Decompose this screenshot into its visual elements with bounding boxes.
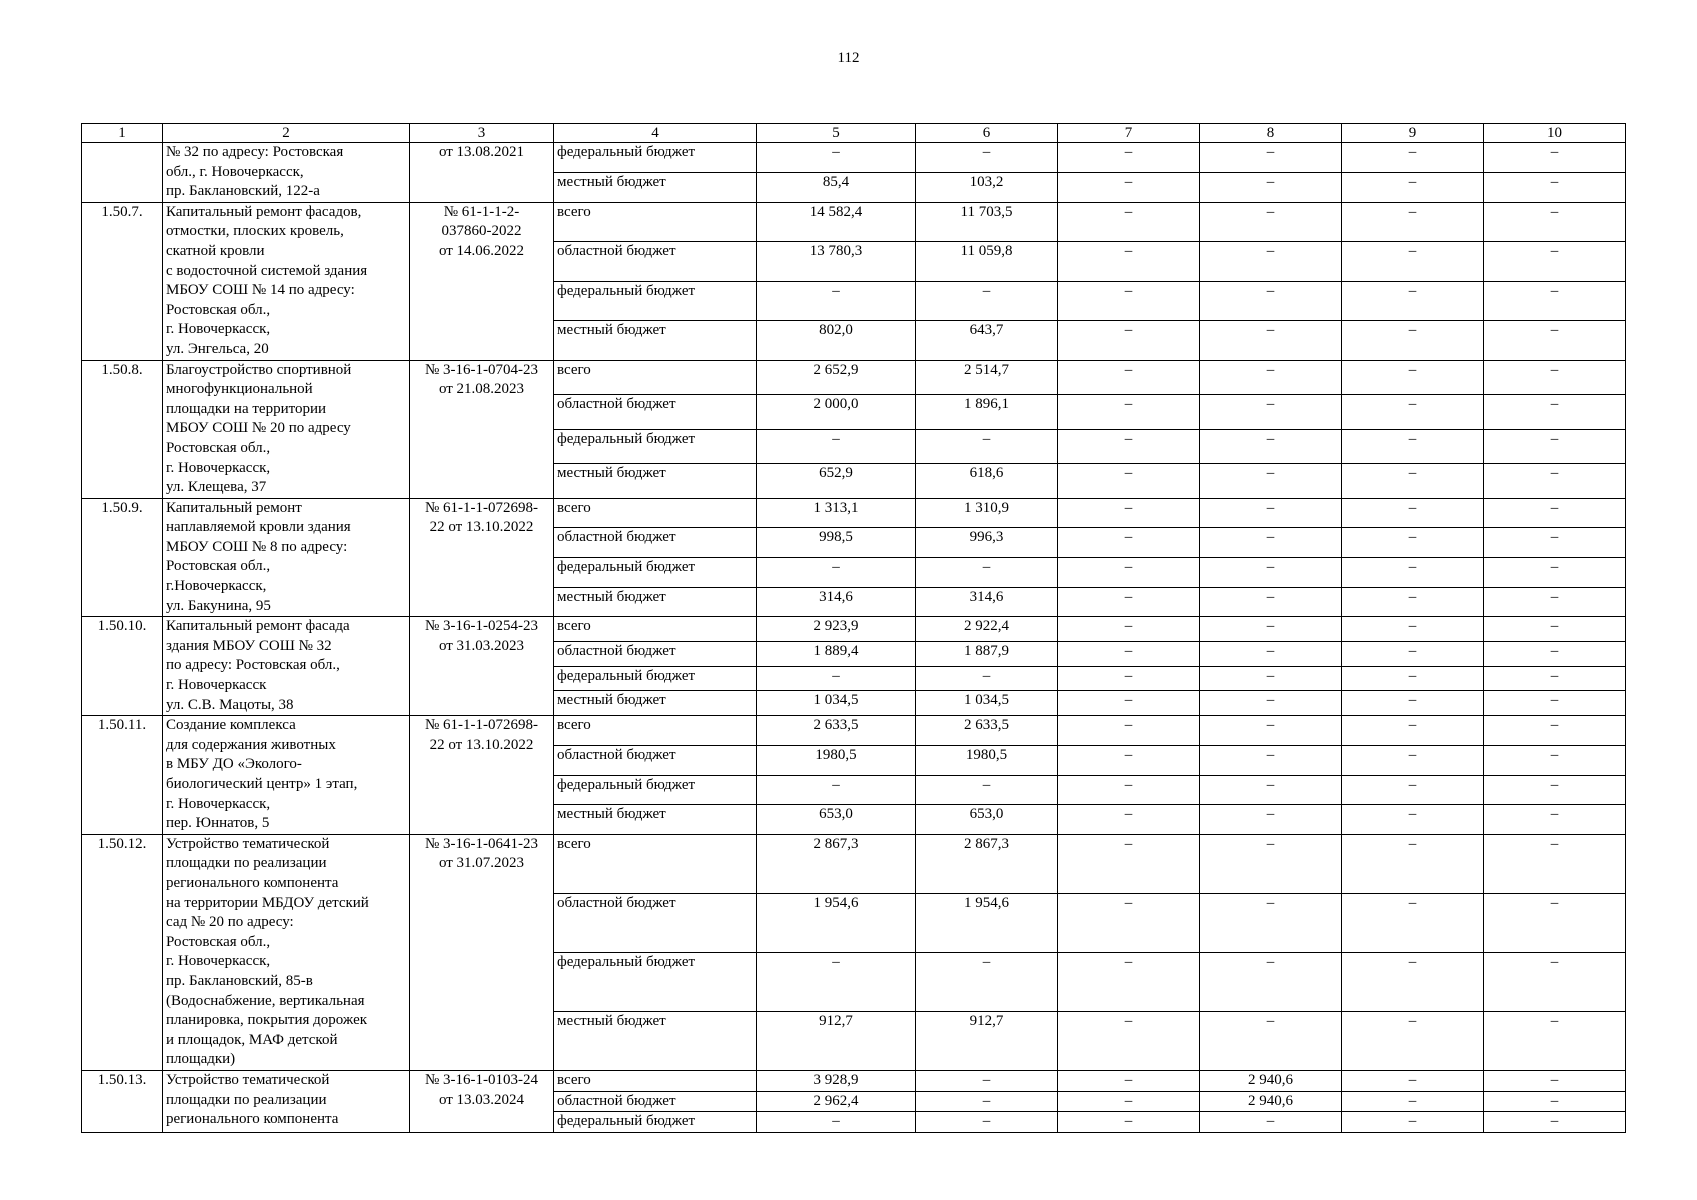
amount-cell: – <box>1484 952 1626 1011</box>
amount-cell: – <box>1058 281 1200 320</box>
column-header: 8 <box>1200 124 1342 143</box>
amount-cell: – <box>1200 321 1342 360</box>
amount-cell: 1980,5 <box>757 745 916 775</box>
amount-cell: – <box>1058 528 1200 558</box>
column-header: 1 <box>82 124 163 143</box>
amount-cell: – <box>1484 464 1626 499</box>
document-reference: № 3-16-1-0254-23 от 31.03.2023 <box>410 617 554 716</box>
amount-cell: – <box>1200 143 1342 173</box>
amount-cell: – <box>1200 1112 1342 1133</box>
amount-cell: – <box>1342 952 1484 1011</box>
amount-cell: – <box>1200 691 1342 716</box>
amount-cell: – <box>1484 716 1626 746</box>
funding-source: всего <box>554 360 757 395</box>
amount-cell: – <box>1058 202 1200 241</box>
amount-cell: 13 780,3 <box>757 242 916 281</box>
amount-cell: – <box>1484 143 1626 173</box>
column-header: 10 <box>1484 124 1626 143</box>
document-reference: от 13.08.2021 <box>410 143 554 203</box>
amount-cell: – <box>1200 429 1342 464</box>
amount-cell: – <box>1200 528 1342 558</box>
funding-source: областной бюджет <box>554 641 757 666</box>
amount-cell: – <box>1342 775 1484 805</box>
table-row <box>82 202 1626 241</box>
amount-cell: – <box>1342 834 1484 893</box>
table-body <box>82 143 1626 1133</box>
amount-cell: – <box>1484 360 1626 395</box>
amount-cell: – <box>1058 775 1200 805</box>
amount-cell: – <box>1058 952 1200 1011</box>
amount-cell: – <box>1342 617 1484 642</box>
amount-cell: 2 514,7 <box>916 360 1058 395</box>
page-number: 112 <box>837 50 860 66</box>
amount-cell: – <box>916 429 1058 464</box>
amount-cell: 912,7 <box>757 1011 916 1070</box>
amount-cell: – <box>1200 641 1342 666</box>
amount-cell: – <box>1058 617 1200 642</box>
amount-cell: 643,7 <box>916 321 1058 360</box>
amount-cell: 314,6 <box>757 587 916 617</box>
amount-cell: – <box>1484 805 1626 835</box>
column-header: 5 <box>757 124 916 143</box>
document-reference: № 3-16-1-0641-23 от 31.07.2023 <box>410 834 554 1070</box>
amount-cell: – <box>916 1112 1058 1133</box>
amount-cell: – <box>1058 691 1200 716</box>
column-header: 4 <box>554 124 757 143</box>
amount-cell: 802,0 <box>757 321 916 360</box>
item-number: 1.50.11. <box>82 716 163 835</box>
amount-cell: – <box>1200 834 1342 893</box>
amount-cell: – <box>1200 893 1342 952</box>
column-header: 2 <box>163 124 410 143</box>
amount-cell: – <box>1058 242 1200 281</box>
amount-cell: – <box>1484 557 1626 587</box>
amount-cell: – <box>1200 666 1342 691</box>
amount-cell: – <box>1342 587 1484 617</box>
funding-source: федеральный бюджет <box>554 429 757 464</box>
amount-cell: – <box>1484 202 1626 241</box>
amount-cell: – <box>1058 172 1200 202</box>
amount-cell: – <box>1342 557 1484 587</box>
amount-cell: 618,6 <box>916 464 1058 499</box>
amount-cell: – <box>1058 321 1200 360</box>
amount-cell: – <box>1200 395 1342 430</box>
amount-cell: – <box>1200 745 1342 775</box>
amount-cell: – <box>1342 321 1484 360</box>
amount-cell: – <box>916 775 1058 805</box>
funding-source: местный бюджет <box>554 587 757 617</box>
amount-cell: 2 940,6 <box>1200 1091 1342 1112</box>
amount-cell: – <box>1200 587 1342 617</box>
funding-source: местный бюджет <box>554 321 757 360</box>
item-name: Устройство тематической площадки по реализации регионального компонента на территории МБДОУ детский сад № 20 по адресу: Ростовская обл., г. Новочеркасск, пр. Баклановский, 85-в (Водоснабжение, вертикальная планировка, покрытия дорожек и площадок, МАФ детской площадки) <box>163 834 410 1070</box>
document-reference: № 61-1-1-072698- 22 от 13.10.2022 <box>410 716 554 835</box>
amount-cell: – <box>1484 641 1626 666</box>
amount-cell: 2 633,5 <box>757 716 916 746</box>
amount-cell: – <box>1200 281 1342 320</box>
header-row <box>82 124 1626 143</box>
amount-cell: – <box>1200 557 1342 587</box>
amount-cell: – <box>1342 143 1484 173</box>
amount-cell: – <box>1200 617 1342 642</box>
amount-cell: – <box>916 1091 1058 1112</box>
amount-cell: – <box>1484 691 1626 716</box>
amount-cell: – <box>1058 587 1200 617</box>
amount-cell: – <box>1484 242 1626 281</box>
funding-source: всего <box>554 202 757 241</box>
amount-cell: 2 962,4 <box>757 1091 916 1112</box>
amount-cell: 1 889,4 <box>757 641 916 666</box>
funding-source: всего <box>554 834 757 893</box>
amount-cell: 1 313,1 <box>757 498 916 528</box>
funding-source: всего <box>554 716 757 746</box>
amount-cell: 1 034,5 <box>757 691 916 716</box>
amount-cell: – <box>1200 242 1342 281</box>
item-name: Устройство тематической площадки по реализации регионального компонента <box>163 1070 410 1132</box>
amount-cell: – <box>1058 1091 1200 1112</box>
amount-cell: 3 928,9 <box>757 1070 916 1091</box>
amount-cell: – <box>1484 395 1626 430</box>
amount-cell: 2 922,4 <box>916 617 1058 642</box>
amount-cell: – <box>1058 805 1200 835</box>
item-number: 1.50.12. <box>82 834 163 1070</box>
document-reference: № 3-16-1-0103-24 от 13.03.2024 <box>410 1070 554 1132</box>
item-name: № 32 по адресу: Ростовская обл., г. Новочеркасск, пр. Баклановский, 122-а <box>163 143 410 203</box>
funding-source: местный бюджет <box>554 464 757 499</box>
amount-cell: – <box>1058 1112 1200 1133</box>
amount-cell: – <box>757 775 916 805</box>
amount-cell: – <box>916 143 1058 173</box>
amount-cell: – <box>1484 775 1626 805</box>
item-name: Благоустройство спортивной многофункциональной площадки на территории МБОУ СОШ № 20 по адресу Ростовская обл., г. Новочеркасск, ул. Клещева, 37 <box>163 360 410 498</box>
amount-cell: – <box>1484 528 1626 558</box>
funding-source: федеральный бюджет <box>554 143 757 173</box>
amount-cell: – <box>1200 952 1342 1011</box>
amount-cell: – <box>757 1112 916 1133</box>
amount-cell: 14 582,4 <box>757 202 916 241</box>
amount-cell: 1 954,6 <box>916 893 1058 952</box>
column-header: 3 <box>410 124 554 143</box>
amount-cell: – <box>1342 666 1484 691</box>
amount-cell: – <box>1342 360 1484 395</box>
table-row <box>82 1070 1626 1091</box>
funding-source: всего <box>554 498 757 528</box>
table-row <box>82 143 1626 173</box>
document-reference: № 3-16-1-0704-23 от 21.08.2023 <box>410 360 554 498</box>
amount-cell: – <box>1342 1091 1484 1112</box>
amount-cell: – <box>1058 716 1200 746</box>
funding-source: федеральный бюджет <box>554 952 757 1011</box>
amount-cell: – <box>1342 716 1484 746</box>
amount-cell: 1 310,9 <box>916 498 1058 528</box>
item-number: 1.50.10. <box>82 617 163 716</box>
amount-cell: – <box>1200 775 1342 805</box>
amount-cell: – <box>1058 1011 1200 1070</box>
amount-cell: – <box>1342 498 1484 528</box>
amount-cell: – <box>1342 893 1484 952</box>
item-number: 1.50.8. <box>82 360 163 498</box>
amount-cell: 996,3 <box>916 528 1058 558</box>
amount-cell: – <box>1342 1112 1484 1133</box>
item-number: 1.50.13. <box>82 1070 163 1132</box>
amount-cell: – <box>1484 745 1626 775</box>
amount-cell: – <box>1200 716 1342 746</box>
amount-cell: – <box>1058 395 1200 430</box>
amount-cell: – <box>1342 242 1484 281</box>
table-row <box>82 834 1626 893</box>
funding-source: местный бюджет <box>554 172 757 202</box>
amount-cell: – <box>1484 321 1626 360</box>
amount-cell: 314,6 <box>916 587 1058 617</box>
amount-cell: – <box>1484 172 1626 202</box>
amount-cell: – <box>1484 498 1626 528</box>
amount-cell: 1 896,1 <box>916 395 1058 430</box>
amount-cell: – <box>1200 202 1342 241</box>
amount-cell: 11 059,8 <box>916 242 1058 281</box>
item-name: Капитальный ремонт фасадов, отмостки, плоских кровель, скатной кровли с водосточной системой здания МБОУ СОШ № 14 по адресу: Ростовская обл., г. Новочеркасск, ул. Энгельса, 20 <box>163 202 410 360</box>
item-number <box>82 143 163 203</box>
item-name: Капитальный ремонт наплавляемой кровли здания МБОУ СОШ № 8 по адресу: Ростовская обл., г.Новочеркасск, ул. Бакунина, 95 <box>163 498 410 617</box>
funding-source: областной бюджет <box>554 528 757 558</box>
funding-source: местный бюджет <box>554 1011 757 1070</box>
amount-cell: – <box>1342 805 1484 835</box>
amount-cell: – <box>1200 172 1342 202</box>
amount-cell: – <box>1058 745 1200 775</box>
amount-cell: – <box>1342 641 1484 666</box>
column-header: 7 <box>1058 124 1200 143</box>
amount-cell: – <box>757 281 916 320</box>
table-row <box>82 360 1626 395</box>
amount-cell: – <box>757 429 916 464</box>
amount-cell: – <box>1058 1070 1200 1091</box>
table-row <box>82 498 1626 528</box>
amount-cell: – <box>1342 429 1484 464</box>
funding-source: областной бюджет <box>554 745 757 775</box>
amount-cell: – <box>1200 464 1342 499</box>
amount-cell: – <box>1200 1011 1342 1070</box>
amount-cell: 2 867,3 <box>757 834 916 893</box>
amount-cell: – <box>1200 360 1342 395</box>
funding-source: областной бюджет <box>554 242 757 281</box>
funding-source: местный бюджет <box>554 805 757 835</box>
amount-cell: – <box>1484 1070 1626 1091</box>
amount-cell: 1 034,5 <box>916 691 1058 716</box>
amount-cell: – <box>1342 172 1484 202</box>
amount-cell: – <box>1058 641 1200 666</box>
amount-cell: 103,2 <box>916 172 1058 202</box>
amount-cell: – <box>1484 617 1626 642</box>
funding-source: областной бюджет <box>554 395 757 430</box>
amount-cell: – <box>1058 834 1200 893</box>
amount-cell: – <box>1342 281 1484 320</box>
column-header: 9 <box>1342 124 1484 143</box>
column-header: 6 <box>916 124 1058 143</box>
amount-cell: – <box>1058 429 1200 464</box>
funding-source: всего <box>554 1070 757 1091</box>
funding-source: местный бюджет <box>554 691 757 716</box>
amount-cell: 2 940,6 <box>1200 1070 1342 1091</box>
amount-cell: – <box>1484 587 1626 617</box>
amount-cell: – <box>1058 498 1200 528</box>
amount-cell: 85,4 <box>757 172 916 202</box>
funding-source: всего <box>554 617 757 642</box>
amount-cell: 912,7 <box>916 1011 1058 1070</box>
amount-cell: 1 954,6 <box>757 893 916 952</box>
amount-cell: 1980,5 <box>916 745 1058 775</box>
funding-source: федеральный бюджет <box>554 281 757 320</box>
funding-source: федеральный бюджет <box>554 557 757 587</box>
item-number: 1.50.9. <box>82 498 163 617</box>
funding-source: федеральный бюджет <box>554 1112 757 1133</box>
funding-source: областной бюджет <box>554 1091 757 1112</box>
amount-cell: – <box>757 952 916 1011</box>
amount-cell: – <box>916 281 1058 320</box>
amount-cell: – <box>1342 691 1484 716</box>
amount-cell: 653,0 <box>757 805 916 835</box>
amount-cell: 2 867,3 <box>916 834 1058 893</box>
document-reference: № 61-1-1-072698- 22 от 13.10.2022 <box>410 498 554 617</box>
amount-cell: – <box>1342 395 1484 430</box>
amount-cell: 653,0 <box>916 805 1058 835</box>
amount-cell: – <box>1484 1011 1626 1070</box>
amount-cell: – <box>1342 464 1484 499</box>
table-row <box>82 716 1626 746</box>
amount-cell: – <box>1484 1091 1626 1112</box>
table-row <box>82 617 1626 642</box>
amount-cell: 1 887,9 <box>916 641 1058 666</box>
document-reference: № 61-1-1-2- 037860-2022 от 14.06.2022 <box>410 202 554 360</box>
amount-cell: 2 000,0 <box>757 395 916 430</box>
amount-cell: – <box>1058 557 1200 587</box>
funding-source: федеральный бюджет <box>554 666 757 691</box>
item-name: Создание комплекса для содержания животных в МБУ ДО «Эколого- биологический центр» 1 этап, г. Новочеркасск, пер. Юннатов, 5 <box>163 716 410 835</box>
amount-cell: – <box>916 666 1058 691</box>
amount-cell: – <box>757 143 916 173</box>
amount-cell: – <box>1200 805 1342 835</box>
item-name: Капитальный ремонт фасада здания МБОУ СОШ № 32 по адресу: Ростовская обл., г. Новочеркасск ул. С.В. Мацоты, 38 <box>163 617 410 716</box>
amount-cell: 2 923,9 <box>757 617 916 642</box>
amount-cell: – <box>1342 1070 1484 1091</box>
funding-source: областной бюджет <box>554 893 757 952</box>
item-number: 1.50.7. <box>82 202 163 360</box>
amount-cell: 998,5 <box>757 528 916 558</box>
amount-cell: – <box>1200 498 1342 528</box>
amount-cell: – <box>1058 464 1200 499</box>
amount-cell: – <box>916 557 1058 587</box>
amount-cell: – <box>757 666 916 691</box>
budget-table <box>81 123 1626 1133</box>
amount-cell: – <box>1484 893 1626 952</box>
amount-cell: 652,9 <box>757 464 916 499</box>
amount-cell: – <box>1342 202 1484 241</box>
amount-cell: – <box>1058 893 1200 952</box>
amount-cell: – <box>1484 1112 1626 1133</box>
amount-cell: 2 633,5 <box>916 716 1058 746</box>
amount-cell: 11 703,5 <box>916 202 1058 241</box>
amount-cell: – <box>1058 143 1200 173</box>
amount-cell: – <box>1484 666 1626 691</box>
amount-cell: – <box>1342 1011 1484 1070</box>
amount-cell: – <box>1342 745 1484 775</box>
amount-cell: – <box>916 1070 1058 1091</box>
amount-cell: 2 652,9 <box>757 360 916 395</box>
funding-source: федеральный бюджет <box>554 775 757 805</box>
amount-cell: – <box>1058 360 1200 395</box>
amount-cell: – <box>1484 429 1626 464</box>
amount-cell: – <box>916 952 1058 1011</box>
amount-cell: – <box>1342 528 1484 558</box>
amount-cell: – <box>1058 666 1200 691</box>
amount-cell: – <box>1484 834 1626 893</box>
amount-cell: – <box>1484 281 1626 320</box>
amount-cell: – <box>757 557 916 587</box>
